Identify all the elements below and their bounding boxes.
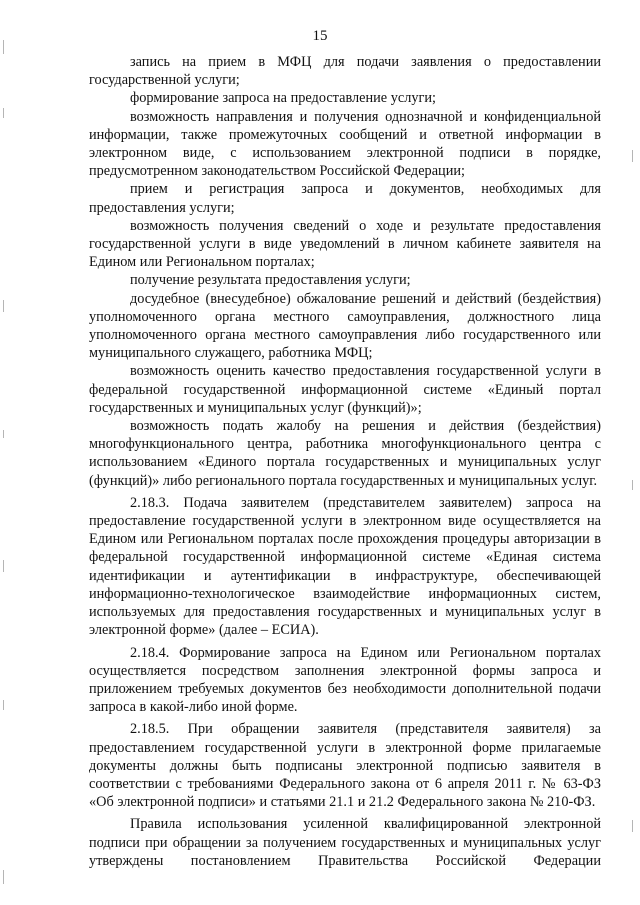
paragraph-9: возможность подать жалобу на решения и действия (бездействия) многофункционального центра, работника многофункционального центра с использованием «Единого портала государственных и муниципальных услуг (функций)» либо регионального портала государственных и муниципальных услуг. [89,418,601,489]
margin-marks-left [3,0,6,905]
paragraph-section-2-18-5: 2.18.5. При обращении заявителя (представителя заявителя) за предоставлением государственной услуги в электронной форме прилагаемые документы должны быть подписаны электронной подписью заявителя в соответствии с требованиями Федерального закона от 6 апреля 2011 г. № 63-ФЗ «Об электронной подписи» и статьями 21.1 и 21.2 Федерального закона № 210-ФЗ. [89,721,601,811]
paragraph-6: получение результата предоставления услуги; [130,272,411,289]
margin-marks-right [632,0,635,905]
paragraph-section-2-18-4: 2.18.4. Формирование запроса на Едином или Региональном порталах осуществляется посредством заполнения электронной формы запроса и приложением требуемых документов без необходимости дополнительной подачи запроса в какой-либо иной форме. [89,644,601,716]
paragraph-3: возможность направления и получения однозначной и конфиденциальной информации, также промежуточных сообщений и ответной информации в электронном виде, с использованием электронной подписи в порядке, предусмотренном законодательством Российской Федерации; [89,108,601,180]
paragraph-5: возможность получения сведений о ходе и результате предоставления государственной услуги в виде уведомлений в личном кабинете заявителя на Едином или Региональном порталах; [89,217,601,271]
paragraph-section-2-18-3: 2.18.3. Подача заявителем (представителем заявителем) запроса на предоставление государственной услуги в электронном виде осуществляется на Едином или Региональном порталах после прохождения процедуры авторизации в федеральной государственной информационной системе «Единая система идентификации и аутентификации в инфраструктуре, обеспечивающей информационно-технологическое взаимодействие информационных систем, используемых для предоставления государственных и муниципальных услуг в электронной форме» (далее – ЕСИА). [89,494,601,639]
paragraph-1: запись на прием в МФЦ для подачи заявления о предоставлении государственной услуги; [89,54,601,89]
document-body [89,53,601,870]
paragraph-signature-rules: Правила использования усиленной квалифицированной электронной подписи при обращении за получением государственных и муниципальных услуг утверждены постановлением Правительства Российской Федерации [89,816,601,869]
paragraph-7: досудебное (внесудебное) обжалование решений и действий (бездействия) уполномоченного органа местного самоуправления, должностного лица уполномоченного органа местного самоуправления либо государственного или муниципального служащего, работника МФЦ; [89,290,601,362]
paragraph-2: формирование запроса на предоставление услуги; [130,90,436,107]
paragraph-4: прием и регистрация запроса и документов, необходимых для предоставления услуги; [89,181,601,216]
paragraph-8: возможность оценить качество предоставления государственной услуги в федеральной государственной информационной системе «Единый портал государственных и муниципальных услуг (функций)»; [89,363,601,416]
page-number: 15 [312,28,328,44]
